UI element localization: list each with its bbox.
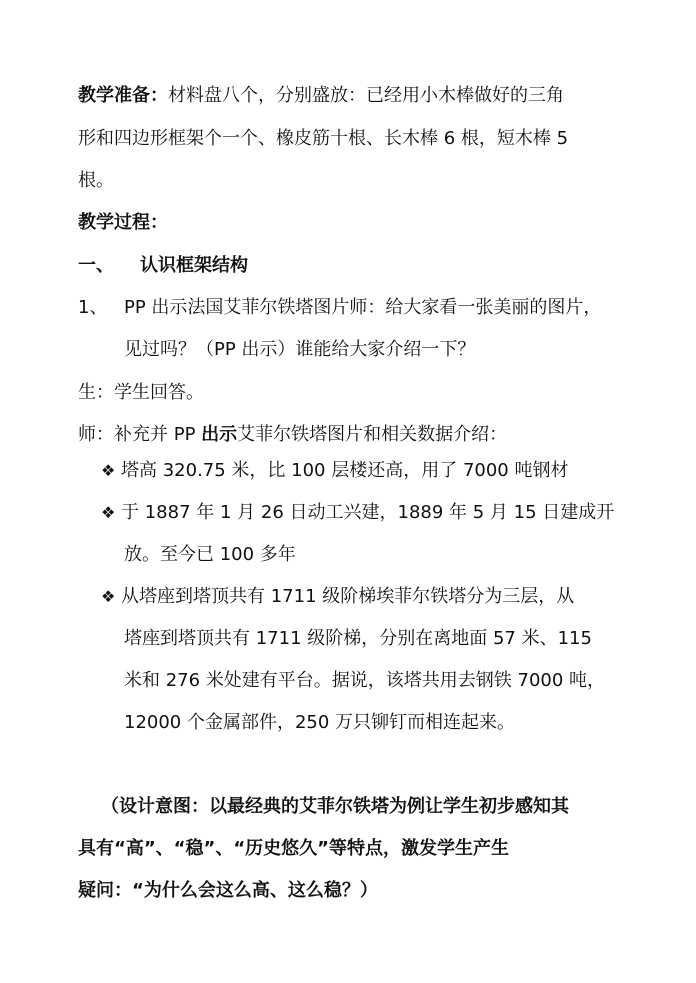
prep-line-3: 根。	[78, 170, 114, 191]
student-line: 生：学生回答。	[78, 382, 204, 403]
section-title: 认识框架结构	[140, 255, 248, 276]
process-heading: 教学过程：	[78, 212, 168, 233]
item-1-line-1: PP 出示法国艾菲尔铁塔图片师：给大家看一张美丽的图片，	[124, 297, 602, 318]
bullet-3-line-4: 12000 个金属部件，250 万只铆钉而相连起来。	[124, 712, 516, 733]
diamond-bullet-icon: ❖	[101, 587, 116, 606]
item-1-number: 1、	[78, 297, 108, 318]
bullet-1-text: 塔高 320.75 米，比 100 层楼还高，用了 7000 吨钢材	[121, 460, 569, 481]
bullet-3	[101, 585, 574, 609]
item-1-line-2: 见过吗？（PP 出示）谁能给大家介绍一下？	[124, 339, 476, 360]
bullet-1	[101, 459, 568, 483]
prep-line-1	[78, 84, 564, 108]
bullet-2-line-2: 放。至今已 100 多年	[124, 544, 296, 565]
design-line-2: 具有“高”、“稳”、“历史悠久”等特点，激发学生产生	[78, 838, 509, 859]
teacher-prefix: 师：补充并 PP	[78, 424, 202, 445]
bullet-3-line-2: 塔座到塔顶共有 1711 级阶梯，分别在离地面 57 米、115	[124, 628, 592, 649]
bullet-3-line-3: 米和 276 米处建有平台。据说，该塔共用去钢铁 7000 吨，	[124, 670, 606, 691]
prep-text-1: 材料盘八个，分别盛放：已经用小木棒做好的三角	[168, 85, 564, 106]
teacher-bold: 出示	[201, 424, 238, 445]
diamond-bullet-icon: ❖	[101, 461, 116, 480]
bullet-2	[101, 501, 614, 525]
section-number: 一、	[78, 255, 114, 276]
prep-line-2: 形和四边形框架个一个、橡皮筋十根、长木棒 6 根，短木棒 5	[78, 128, 569, 149]
design-line-3: 疑问：“为什么会这么高、这么稳？）	[78, 880, 378, 901]
bullet-2-text: 于 1887 年 1 月 26 日动工兴建，1889 年 5 月 15 日建成开	[121, 502, 615, 523]
prep-label: 教学准备：	[78, 85, 168, 106]
design-line-1: （设计意图：以最经典的艾菲尔铁塔为例让学生初步感知其	[101, 796, 569, 817]
teacher-line	[78, 423, 507, 447]
bullet-3-text: 从塔座到塔顶共有 1711 级阶梯埃菲尔铁塔分为三层，从	[121, 586, 575, 607]
diamond-bullet-icon: ❖	[101, 503, 116, 522]
section-heading	[78, 254, 248, 278]
teacher-rest: 艾菲尔铁塔图片和相关数据介绍：	[237, 424, 508, 445]
